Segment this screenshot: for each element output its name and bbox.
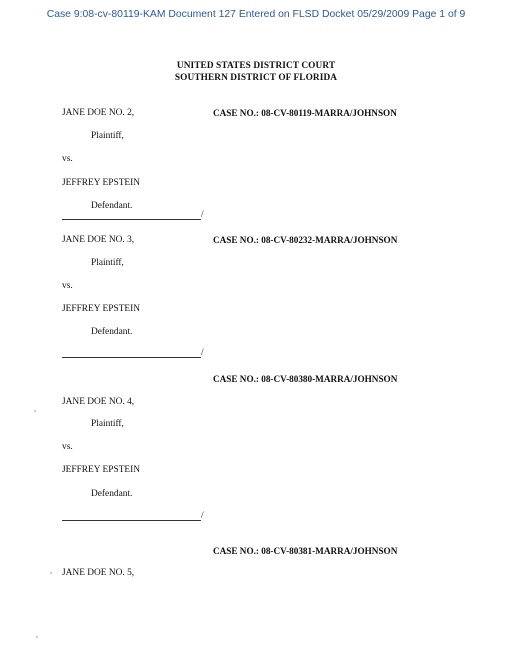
defendant-name: JEFFREY EPSTEIN [62,178,141,188]
versus-label: vs. [62,281,73,291]
court-name: UNITED STATES DISTRICT COURT [176,61,336,71]
caption-separator-line [62,520,201,521]
docket-header-stamp: Case 9:08-cv-80119-KAM Document 127 Entered on FLSD Docket 05/29/2009 Page 1 of 9 [46,9,466,20]
defendant-name: JEFFREY EPSTEIN [62,304,141,314]
plaintiff-role: Plaintiff, [91,258,124,268]
scan-speck [50,572,52,574]
caption-separator-slash: / [201,511,204,521]
case-number: CASE NO.: 08-CV-80381-MARRA/JOHNSON [213,546,398,556]
scan-speck [36,636,38,638]
plaintiff-name: JANE DOE NO. 4, [62,397,135,407]
plaintiff-role: Plaintiff, [91,419,124,429]
caption-separator-slash: / [201,348,204,358]
caption-separator-line [62,357,201,358]
caption-separator-slash: / [201,210,204,220]
defendant-role: Defendant. [91,201,133,211]
versus-label: vs. [62,442,73,452]
plaintiff-role: Plaintiff, [91,131,124,141]
plaintiff-name: JANE DOE NO. 2, [62,108,135,118]
defendant-name: JEFFREY EPSTEIN [62,465,141,475]
defendant-role: Defendant. [91,327,133,337]
court-district: SOUTHERN DISTRICT OF FLORIDA [174,73,338,83]
plaintiff-name: JANE DOE NO. 5, [62,568,135,578]
defendant-role: Defendant. [91,489,133,499]
case-number: CASE NO.: 08-CV-80119-MARRA/JOHNSON [213,108,397,118]
plaintiff-name: JANE DOE NO. 3, [62,235,135,245]
versus-label: vs. [62,154,73,164]
scan-speck [34,410,36,412]
case-number: CASE NO.: 08-CV-80232-MARRA/JOHNSON [213,235,398,245]
caption-separator-line [62,219,201,220]
case-number: CASE NO.: 08-CV-80380-MARRA/JOHNSON [213,374,398,384]
